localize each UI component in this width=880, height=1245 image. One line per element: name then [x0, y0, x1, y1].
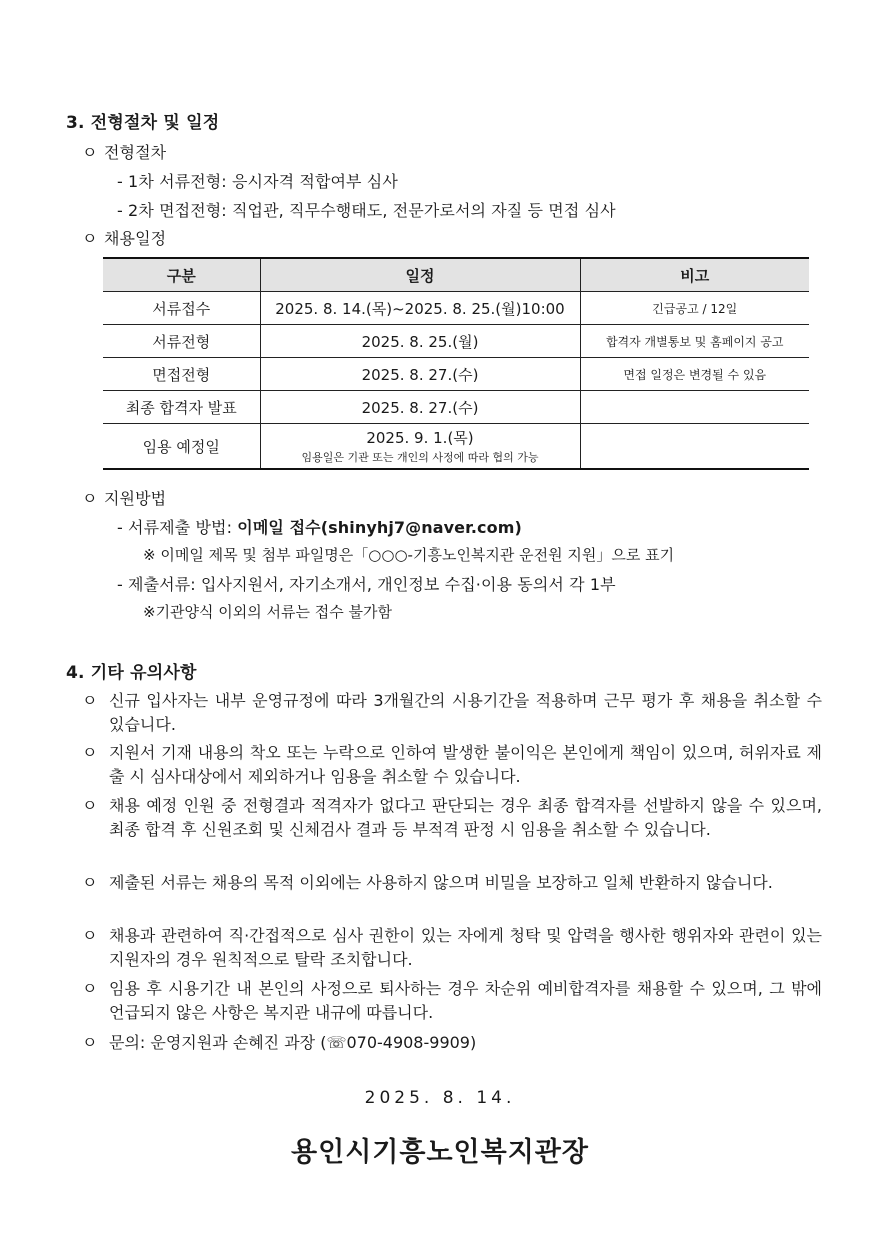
list-item-text: 제출된 서류는 채용의 목적 이외에는 사용하지 않으며 비밀을 보장하고 일체 반환하지 않습니다.	[109, 873, 773, 892]
schedule-heading	[82, 226, 166, 249]
bullet-marker: ㅇ	[82, 979, 98, 998]
document-date: 2025. 8. 14.	[364, 1088, 516, 1108]
section4-title: 4. 기타 유의사항	[66, 663, 197, 683]
row-date-cell	[260, 424, 580, 470]
row-date: 2025. 8. 25.(월)	[260, 325, 580, 358]
row-remark: 긴급공고 / 12일	[580, 292, 809, 325]
row-remark	[580, 391, 809, 424]
submit-docs-note: ※기관양식 이외의 서류는 접수 불가함	[143, 603, 392, 621]
row-date-note: 임용일은 기관 또는 개인의 사정에 따라 협의 가능	[301, 451, 539, 464]
list-item	[82, 741, 822, 789]
apply-method	[117, 515, 522, 538]
list-item	[82, 689, 822, 737]
row-category: 최종 합격자 발표	[103, 391, 260, 424]
row-category: 서류접수	[103, 292, 260, 325]
apply-method-prefix: - 서류제출 방법:	[117, 518, 238, 537]
table-row	[103, 358, 809, 391]
table-row	[103, 424, 809, 470]
apply-label: 지원방법	[104, 489, 167, 508]
submit-docs: - 제출서류: 입사지원서, 자기소개서, 개인정보 수집·이용 동의서 각 1부	[117, 575, 616, 594]
list-item	[82, 871, 822, 895]
bullet-marker: ㅇ	[82, 143, 98, 162]
list-item-text: 채용과 관련하여 직·간접적으로 심사 권한이 있는 자에게 청탁 및 압력을 행사한 행위자와 관련이 있는 지원자의 경우 원칙적으로 탈락 조치합니다.	[109, 926, 822, 969]
header-remark: 비고	[580, 258, 809, 292]
list-item-text: 임용 후 시용기간 내 본인의 사정으로 퇴사하는 경우 차순위 예비합격자를 채용할 수 있으며, 그 밖에 언급되지 않은 사항은 복지관 내규에 따릅니다.	[109, 979, 822, 1022]
row-date: 2025. 8. 27.(수)	[260, 358, 580, 391]
process-heading	[82, 140, 166, 163]
row-remark: 합격자 개별통보 및 홈페이지 공고	[580, 325, 809, 358]
list-item-text: 신규 입사자는 내부 운영규정에 따라 3개월간의 시용기간을 적용하며 근무 평가 후 채용을 취소할 수 있습니다.	[109, 691, 822, 734]
schedule-table	[103, 257, 809, 470]
list-item	[82, 794, 822, 842]
table-row	[103, 391, 809, 424]
row-remark: 면접 일정은 변경될 수 있음	[580, 358, 809, 391]
contact-text: 문의: 운영지원과 손혜진 과장 (☏070-4908-9909)	[109, 1033, 477, 1052]
row-date: 2025. 9. 1.(목)	[366, 429, 474, 447]
header-date: 일정	[260, 258, 580, 292]
list-item	[82, 1031, 822, 1055]
bullet-marker: ㅇ	[82, 926, 98, 945]
schedule-label: 채용일정	[104, 229, 167, 248]
row-category: 서류전형	[103, 325, 260, 358]
process-step-1: - 1차 서류전형: 응시자격 적합여부 심사	[117, 172, 398, 191]
list-item	[82, 924, 822, 972]
row-category: 임용 예정일	[103, 424, 260, 470]
issuer-name: 용인시기흥노인복지관장	[291, 1137, 589, 1168]
row-remark	[580, 424, 809, 470]
schedule-table-header	[103, 258, 809, 292]
process-label: 전형절차	[104, 143, 167, 162]
bullet-marker: ㅇ	[82, 1033, 98, 1052]
bullet-marker: ㅇ	[82, 743, 98, 762]
row-date: 2025. 8. 14.(목)~2025. 8. 25.(월)10:00	[260, 292, 580, 325]
list-item	[82, 977, 822, 1025]
header-category: 구분	[103, 258, 260, 292]
table-row	[103, 292, 809, 325]
row-date: 2025. 8. 27.(수)	[260, 391, 580, 424]
process-step-2: - 2차 면접전형: 직업관, 직무수행태도, 전문가로서의 자질 등 면접 심사	[117, 201, 616, 220]
bullet-marker: ㅇ	[82, 796, 98, 815]
bullet-marker: ㅇ	[82, 691, 98, 710]
bullet-marker: ㅇ	[82, 873, 98, 892]
apply-method-value: 이메일 접수(shinyhj7@naver.com)	[237, 518, 522, 537]
table-row	[103, 325, 809, 358]
bullet-marker: ㅇ	[82, 229, 98, 248]
apply-heading	[82, 486, 166, 509]
apply-note: ※ 이메일 제목 및 첨부 파일명은「○○○-기흥노인복지관 운전원 지원」으로 표기	[143, 546, 675, 564]
section3-title: 3. 전형절차 및 일정	[66, 113, 220, 133]
list-item-text: 지원서 기재 내용의 착오 또는 누락으로 인하여 발생한 불이익은 본인에게 책임이 있으며, 허위자료 제출 시 심사대상에서 제외하거나 임용을 취소할 수 있습니다.	[109, 743, 822, 786]
bullet-marker: ㅇ	[82, 489, 98, 508]
list-item-text: 채용 예정 인원 중 전형결과 적격자가 없다고 판단되는 경우 최종 합격자를 선발하지 않을 수 있으며, 최종 합격 후 신원조회 및 신체검사 결과 등 부적격 판정 시 임용을 취소할 수 있습니다.	[109, 796, 822, 839]
row-category: 면접전형	[103, 358, 260, 391]
